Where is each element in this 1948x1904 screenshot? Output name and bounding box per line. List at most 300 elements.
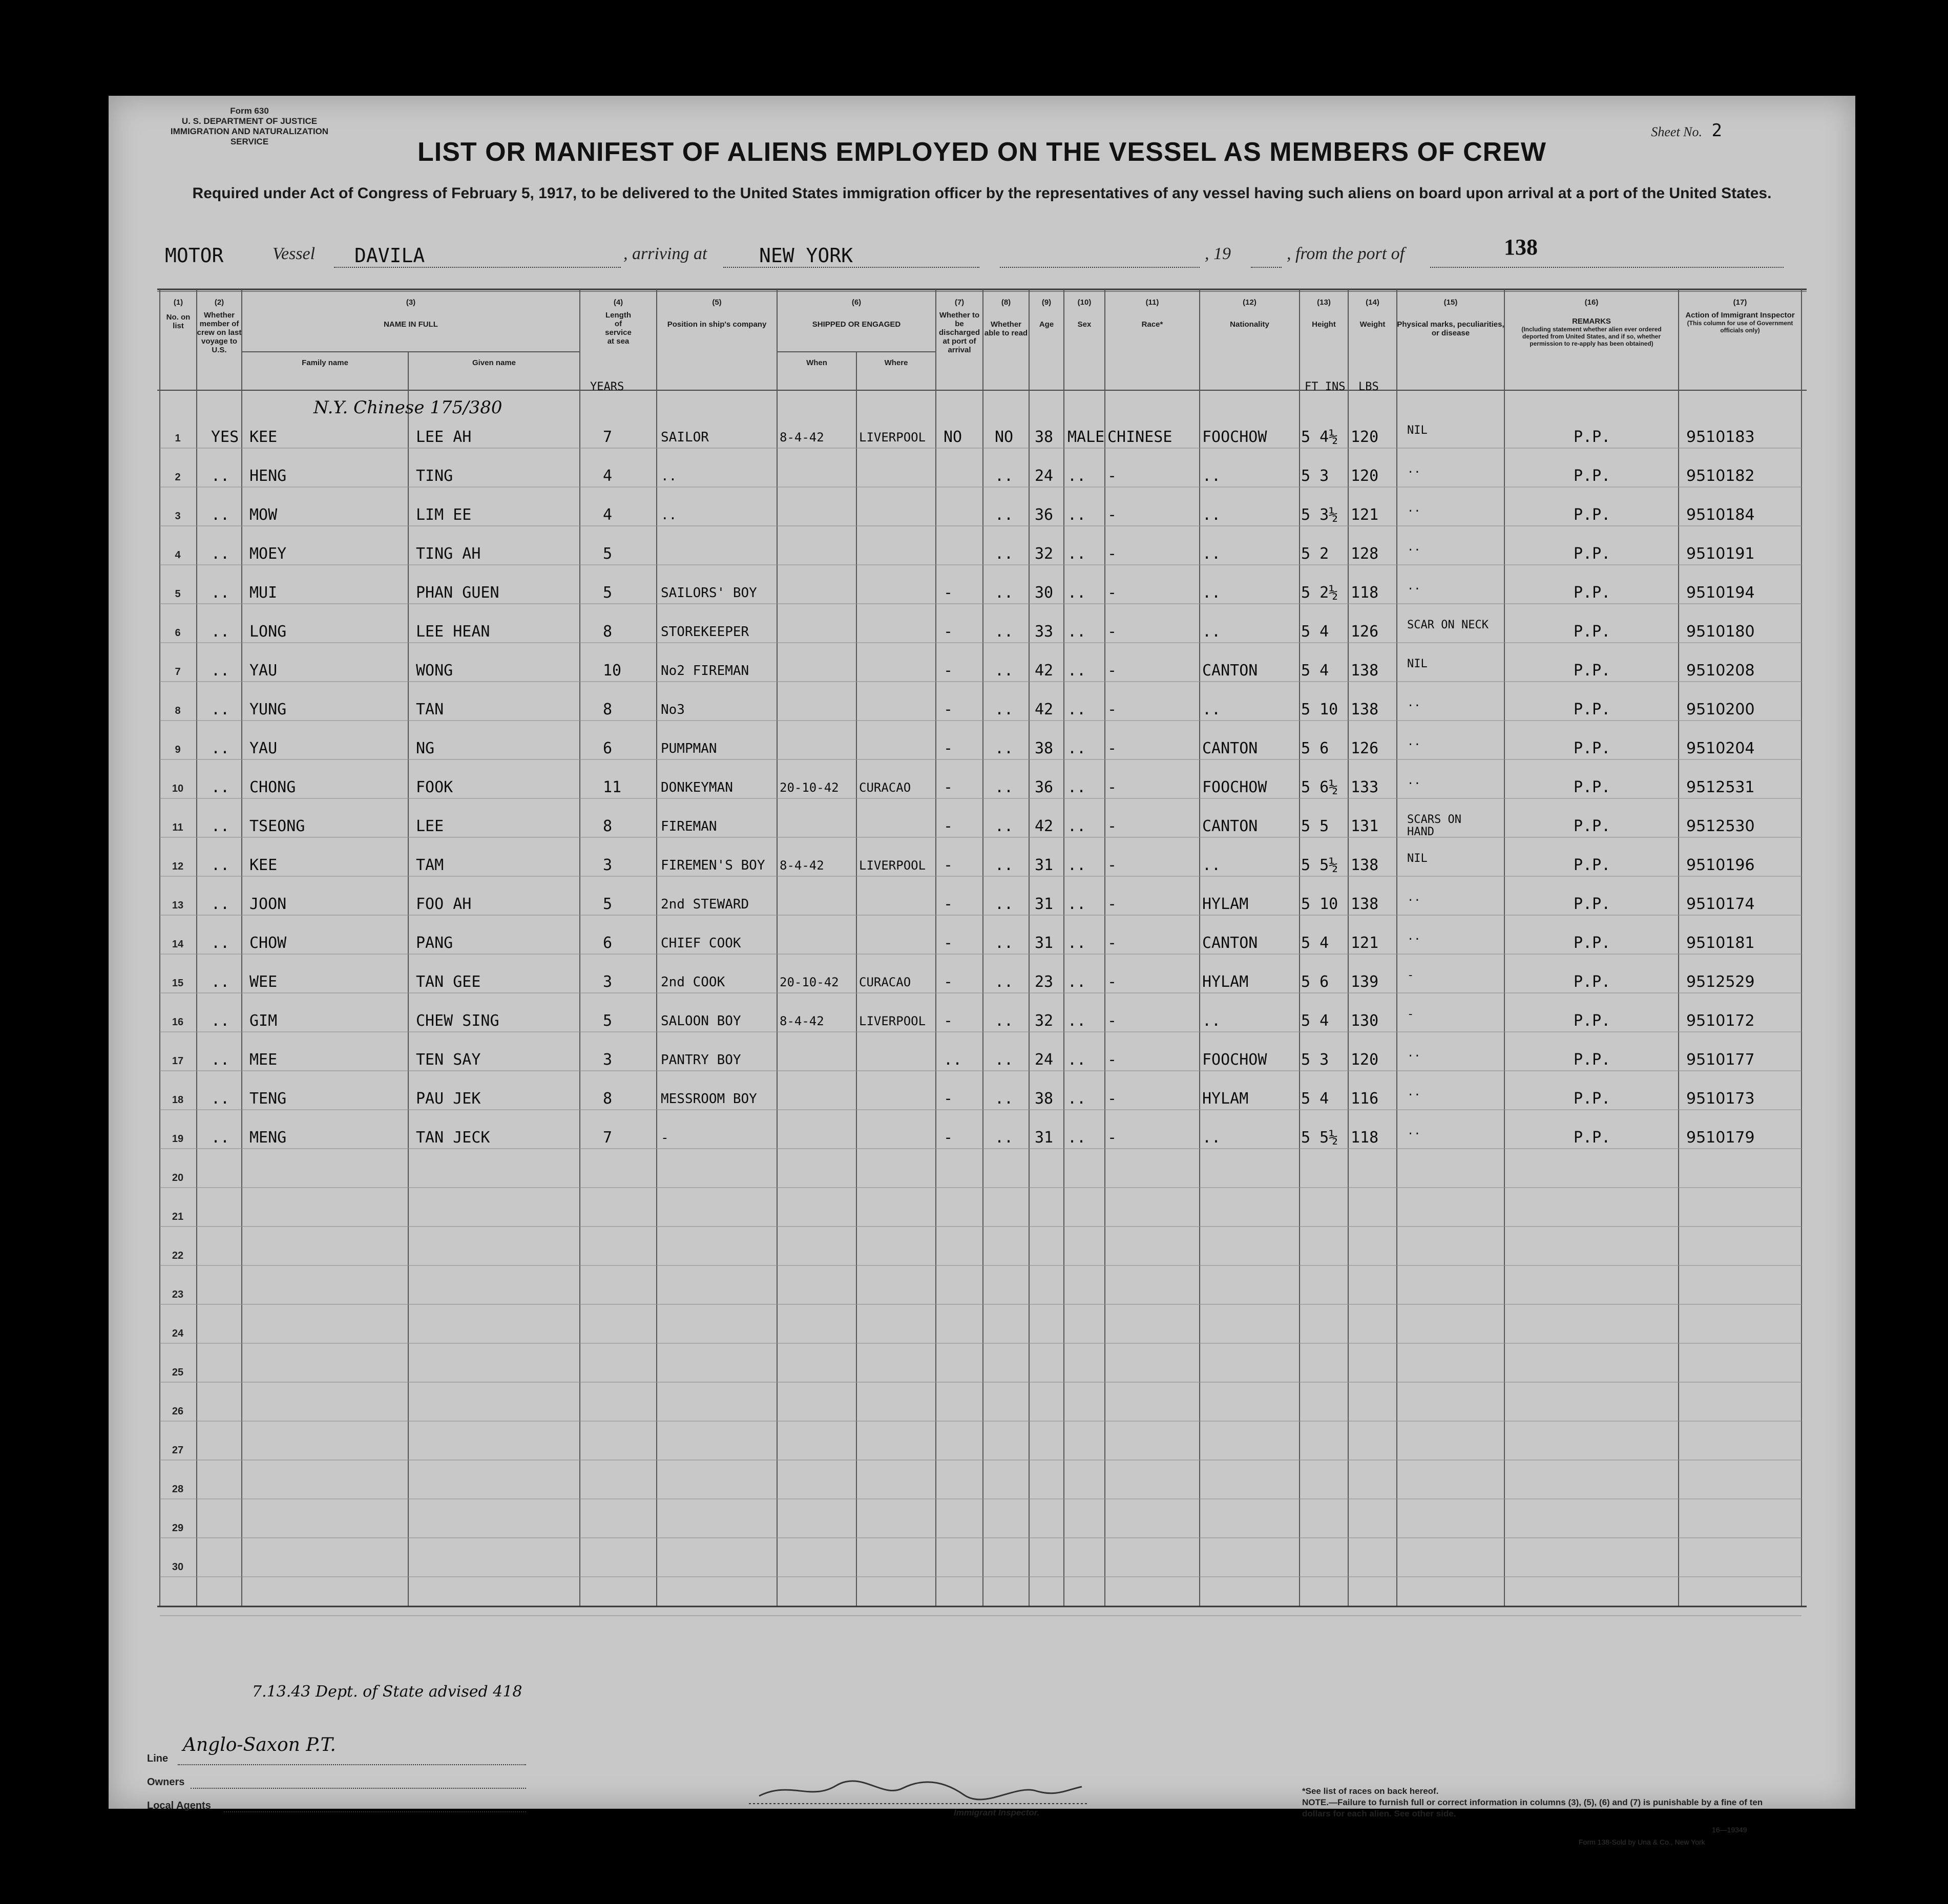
form-sold-note: Form 138-Sold by Una & Co., New York — [1579, 1838, 1705, 1846]
row-number: 13 — [172, 900, 184, 911]
row-nationality: .. — [1202, 467, 1221, 485]
col-6-header: SHIPPED OR ENGAGED — [812, 320, 901, 329]
row-position: No3 — [661, 702, 685, 717]
row-family-name: KEE — [249, 428, 278, 446]
row-age: 33 — [1035, 623, 1054, 641]
row-given-name: LEE AH — [416, 428, 472, 446]
row-years-service: 6 — [603, 934, 613, 952]
row-physical-marks: NIL — [1407, 852, 1428, 865]
row-family-name: TSEONG — [249, 817, 305, 835]
row-given-name: TEN SAY — [416, 1051, 481, 1069]
row-prev-voyage: .. — [211, 1012, 230, 1030]
row-years-service: 4 — [603, 467, 613, 485]
row-remarks: P.P. — [1574, 1051, 1611, 1069]
row-prev-voyage: .. — [211, 895, 230, 913]
col-13-number: (13) — [1317, 298, 1331, 307]
row-age: 42 — [1035, 662, 1054, 680]
row-able-to-read: .. — [995, 973, 1014, 991]
row-sex: .. — [1067, 1090, 1086, 1108]
col-6-number: (6) — [851, 298, 862, 307]
row-race: - — [1107, 584, 1117, 602]
row-family-name: GIM — [249, 1012, 278, 1030]
row-prev-voyage: .. — [211, 856, 230, 874]
col-16-number: (16) — [1584, 298, 1599, 307]
row-number: 4 — [175, 549, 181, 561]
row-age: 38 — [1035, 1090, 1054, 1108]
col-12-number: (12) — [1243, 298, 1256, 307]
row-able-to-read: .. — [995, 623, 1014, 641]
row-number: 15 — [172, 978, 184, 989]
row-physical-marks: SCARS ON HAND — [1407, 813, 1461, 838]
row-prev-voyage: .. — [211, 662, 230, 680]
col-2-header: Whether member of crew on last voyage to U.S. — [197, 311, 242, 354]
row-sex: .. — [1067, 1051, 1086, 1069]
row-given-name: PANG — [416, 934, 453, 952]
row-weight: 133 — [1351, 778, 1379, 796]
vessel-type-value: MOTOR — [165, 244, 224, 267]
footnote-penalty: NOTE.—Failure to furnish full or correct information in columns (3), (5), (6) and (7) is punishable by a fine of ten dollars for each alien. See other side. — [1302, 1797, 1763, 1818]
years-unit: YEARS — [590, 380, 624, 393]
row-remarks: P.P. — [1574, 662, 1611, 680]
row-family-name: YAU — [249, 662, 278, 680]
footnote-races: *See list of races on back hereof. — [1302, 1786, 1439, 1796]
row-nationality: .. — [1202, 1012, 1221, 1030]
row-given-name: TAM — [416, 856, 444, 874]
owners-label: Owners — [147, 1776, 185, 1788]
row-nationality: CANTON — [1202, 739, 1258, 757]
row-nationality: .. — [1202, 623, 1221, 641]
row-able-to-read: .. — [995, 701, 1014, 718]
row-nationality: FOOCHOW — [1202, 1051, 1267, 1069]
row-inspector-action: 9510200 — [1686, 701, 1755, 718]
row-able-to-read: .. — [995, 584, 1014, 602]
row-inspector-action: 9510191 — [1686, 545, 1755, 563]
row-prev-voyage: .. — [211, 701, 230, 718]
row-height: 5 3 — [1301, 467, 1329, 485]
row-number: 14 — [172, 939, 184, 950]
weight-unit: LBS — [1358, 380, 1379, 393]
row-inspector-action: 9510173 — [1686, 1090, 1755, 1108]
row-remarks: P.P. — [1574, 856, 1611, 874]
col-3-header: NAME IN FULL — [384, 320, 438, 329]
row-weight: 126 — [1351, 739, 1379, 757]
row-physical-marks: .. — [1407, 930, 1421, 943]
row-inspector-action: 9512531 — [1686, 778, 1755, 796]
row-family-name: KEE — [249, 856, 278, 874]
row-prev-voyage: .. — [211, 545, 230, 563]
row-weight: 118 — [1351, 1129, 1379, 1147]
row-race: - — [1107, 545, 1117, 563]
row-number: 20 — [172, 1172, 184, 1183]
row-race: - — [1107, 817, 1117, 835]
family-name-header: Family name — [302, 358, 348, 367]
row-number: 11 — [172, 822, 183, 833]
row-discharged: - — [944, 973, 953, 991]
col-17-number: (17) — [1733, 298, 1747, 307]
row-able-to-read: .. — [995, 856, 1014, 874]
row-nationality: .. — [1202, 545, 1221, 563]
row-number: 7 — [175, 666, 181, 678]
row-inspector-action: 9510181 — [1686, 934, 1755, 952]
row-nationality: .. — [1202, 701, 1221, 718]
row-sex: .. — [1067, 817, 1086, 835]
row-years-service: 3 — [603, 1051, 613, 1069]
handwritten-annotation-top: N.Y. Chinese 175/380 — [313, 397, 502, 418]
row-sex: .. — [1067, 895, 1086, 913]
row-weight: 121 — [1351, 506, 1379, 524]
inspector-label: Immigrant Inspector. — [954, 1808, 1040, 1817]
row-weight: 121 — [1351, 934, 1379, 952]
row-physical-marks: .. — [1407, 463, 1421, 476]
row-weight: 120 — [1351, 1051, 1379, 1069]
row-able-to-read: .. — [995, 506, 1014, 524]
row-race: - — [1107, 467, 1117, 485]
col-17-header: Action of Immigrant Inspector — [1685, 311, 1795, 320]
row-given-name: FOO AH — [416, 895, 472, 913]
row-height: 5 4 — [1301, 623, 1329, 641]
row-sex: .. — [1067, 856, 1086, 874]
row-family-name: MENG — [249, 1129, 287, 1147]
row-number: 26 — [172, 1406, 184, 1417]
row-number: 27 — [172, 1445, 184, 1456]
row-remarks: P.P. — [1574, 1129, 1611, 1147]
row-number: 30 — [172, 1561, 184, 1573]
row-prev-voyage: .. — [211, 817, 230, 835]
row-position: SALOON BOY — [661, 1013, 741, 1029]
row-age: 31 — [1035, 934, 1054, 952]
manifest-sheet — [109, 96, 1855, 1846]
row-inspector-action: 9510172 — [1686, 1012, 1755, 1030]
row-family-name: MOEY — [249, 545, 287, 563]
form-number: Form 630 — [230, 106, 269, 116]
row-family-name: CHONG — [249, 778, 296, 796]
row-sex: .. — [1067, 623, 1086, 641]
row-discharged: - — [944, 739, 953, 757]
row-inspector-action: 9510180 — [1686, 623, 1755, 641]
row-inspector-action: 9510208 — [1686, 662, 1755, 680]
col-9-number: (9) — [1041, 298, 1052, 307]
row-discharged: - — [944, 856, 953, 874]
row-nationality: FOOCHOW — [1202, 428, 1267, 446]
row-given-name: TAN GEE — [416, 973, 481, 991]
row-number: 29 — [172, 1522, 184, 1534]
height-unit: FT INS — [1305, 380, 1346, 393]
row-given-name: LEE HEAN — [416, 623, 490, 641]
row-shipped-where: CURACAO — [859, 780, 911, 795]
row-nationality: CANTON — [1202, 817, 1258, 835]
col-5-number: (5) — [712, 298, 722, 307]
row-sex: .. — [1067, 584, 1086, 602]
row-family-name: MEE — [249, 1051, 278, 1069]
row-given-name: TAN — [416, 701, 444, 718]
row-sex: .. — [1067, 1129, 1086, 1147]
row-prev-voyage: .. — [211, 467, 230, 485]
row-race: - — [1107, 856, 1117, 874]
row-nationality: CANTON — [1202, 934, 1258, 952]
row-discharged: NO — [944, 428, 962, 446]
row-discharged: - — [944, 934, 953, 952]
row-number: 8 — [175, 705, 181, 716]
row-able-to-read: .. — [995, 817, 1014, 835]
row-inspector-action: 9512529 — [1686, 973, 1755, 991]
when-header: When — [806, 358, 827, 367]
row-height: 5 4 — [1301, 662, 1329, 680]
sheet-value: 2 — [1711, 120, 1722, 141]
row-weight: 131 — [1351, 817, 1379, 835]
row-years-service: 5 — [603, 1012, 613, 1030]
row-number: 9 — [175, 744, 181, 755]
col-14-header: Weight — [1359, 320, 1386, 329]
row-remarks: P.P. — [1574, 778, 1611, 796]
row-able-to-read: .. — [995, 467, 1014, 485]
row-weight: 130 — [1351, 1012, 1379, 1030]
row-race: - — [1107, 739, 1117, 757]
row-number: 12 — [172, 861, 184, 872]
row-height: 5 6 — [1301, 973, 1329, 991]
row-years-service: 6 — [603, 739, 613, 757]
row-shipped-where: CURACAO — [859, 975, 911, 989]
row-shipped-when: 20-10-42 — [780, 780, 839, 795]
row-years-service: 3 — [603, 973, 613, 991]
row-position: DONKEYMAN — [661, 780, 733, 795]
row-number: 24 — [172, 1328, 184, 1339]
row-height: 5 5½ — [1301, 1129, 1338, 1147]
row-age: 31 — [1035, 1129, 1054, 1147]
row-number: 3 — [175, 511, 181, 522]
row-remarks: P.P. — [1574, 895, 1611, 913]
row-sex: .. — [1067, 934, 1086, 952]
row-remarks: P.P. — [1574, 545, 1611, 563]
row-nationality: .. — [1202, 856, 1221, 874]
row-weight: 120 — [1351, 428, 1379, 446]
row-physical-marks: .. — [1407, 774, 1421, 787]
row-height: 5 6 — [1301, 739, 1329, 757]
row-race: - — [1107, 1051, 1117, 1069]
row-nationality: CANTON — [1202, 662, 1258, 680]
row-age: 30 — [1035, 584, 1054, 602]
col-8-header: Whether able to read — [984, 320, 1028, 337]
sheet-label: Sheet No. — [1651, 124, 1703, 139]
row-able-to-read: .. — [995, 1051, 1014, 1069]
row-number: 28 — [172, 1484, 184, 1495]
col-16-subheader: (Including statement whether alien ever ordered deported from United States, and if so, whether permission to re-apply has been obtained) — [1521, 326, 1662, 347]
row-prev-voyage: .. — [211, 1090, 230, 1108]
row-remarks: P.P. — [1574, 506, 1611, 524]
row-discharged: - — [944, 584, 953, 602]
row-remarks: P.P. — [1574, 701, 1611, 718]
row-weight: 139 — [1351, 973, 1379, 991]
row-sex: .. — [1067, 545, 1086, 563]
row-position: .. — [661, 507, 677, 523]
row-prev-voyage: .. — [211, 1129, 230, 1147]
row-number: 16 — [172, 1017, 184, 1028]
row-age: 38 — [1035, 739, 1054, 757]
row-discharged: - — [944, 817, 953, 835]
year-label: , 19 — [1205, 244, 1231, 263]
row-race: - — [1107, 1012, 1117, 1030]
row-position: PUMPMAN — [661, 741, 717, 756]
row-discharged: - — [944, 778, 953, 796]
row-race: - — [1107, 701, 1117, 718]
row-age: 32 — [1035, 545, 1054, 563]
vessel-label: Vessel — [273, 244, 316, 263]
row-age: 38 — [1035, 428, 1054, 446]
row-able-to-read: .. — [995, 895, 1014, 913]
row-inspector-action: 9510194 — [1686, 584, 1755, 602]
row-number: 6 — [175, 627, 181, 639]
inspector-signature — [749, 1775, 1087, 1806]
row-race: - — [1107, 973, 1117, 991]
row-years-service: 8 — [603, 817, 613, 835]
row-physical-marks: NIL — [1407, 658, 1428, 670]
row-shipped-when: 8-4-42 — [780, 430, 824, 445]
row-discharged: - — [944, 662, 953, 680]
row-race: CHINESE — [1107, 428, 1172, 446]
page-subtitle: Required under Act of Congress of February 5, 1917, to be delivered to the United States immigration officer by the representatives of any vessel having such aliens on board upon arrival at a port of the United States. — [192, 185, 1772, 202]
row-number: 21 — [172, 1211, 184, 1222]
row-family-name: MOW — [249, 506, 278, 524]
row-weight: 126 — [1351, 623, 1379, 641]
row-age: 24 — [1035, 467, 1054, 485]
row-inspector-action: 9510184 — [1686, 506, 1755, 524]
row-discharged: - — [944, 1090, 953, 1108]
row-years-service: 10 — [603, 662, 622, 680]
row-prev-voyage: .. — [211, 623, 230, 641]
row-sex: .. — [1067, 701, 1086, 718]
row-nationality: .. — [1202, 506, 1221, 524]
col-1-header: No. on list — [166, 313, 191, 330]
service-name: IMMIGRATION AND NATURALIZATION SERVICE — [170, 126, 329, 146]
row-physical-marks: NIL — [1407, 424, 1428, 437]
row-position: STOREKEEPER — [661, 624, 749, 640]
row-age: 24 — [1035, 1051, 1054, 1069]
row-shipped-when: 20-10-42 — [780, 975, 839, 989]
row-physical-marks: .. — [1407, 541, 1421, 554]
row-sex: .. — [1067, 1012, 1086, 1030]
row-given-name: WONG — [416, 662, 453, 680]
row-height: 5 10 — [1301, 701, 1338, 718]
col-7-header: Whether to be discharged at port of arrival — [938, 311, 980, 354]
row-family-name: LONG — [249, 623, 287, 641]
department-name: U. S. DEPARTMENT OF JUSTICE — [181, 116, 318, 126]
row-remarks: P.P. — [1574, 467, 1611, 485]
from-port-label: , from the port of — [1287, 244, 1405, 263]
row-position: PANTRY BOY — [661, 1052, 741, 1068]
row-position: 2nd STEWARD — [661, 897, 749, 912]
row-discharged: .. — [944, 1051, 962, 1069]
row-inspector-action: 9510182 — [1686, 467, 1755, 485]
row-remarks: P.P. — [1574, 428, 1611, 446]
row-height: 5 4 — [1301, 1090, 1329, 1108]
row-sex: .. — [1067, 467, 1086, 485]
row-physical-marks: .. — [1407, 1125, 1421, 1137]
row-inspector-action: 9510174 — [1686, 895, 1755, 913]
row-given-name: NG — [416, 739, 435, 757]
col-3-number: (3) — [406, 298, 416, 307]
row-weight: 138 — [1351, 701, 1379, 718]
page-number: 138 — [1504, 235, 1538, 260]
row-race: - — [1107, 662, 1117, 680]
row-age: 36 — [1035, 778, 1054, 796]
row-position: FIREMAN — [661, 819, 717, 834]
row-nationality: .. — [1202, 584, 1221, 602]
row-prev-voyage: .. — [211, 1051, 230, 1069]
row-physical-marks: - — [1407, 969, 1414, 982]
row-prev-voyage: .. — [211, 506, 230, 524]
row-height: 5 6½ — [1301, 778, 1338, 796]
row-family-name: WEE — [249, 973, 278, 991]
col-11-number: (11) — [1145, 298, 1159, 307]
row-given-name: PHAN GUEN — [416, 584, 499, 602]
row-given-name: PAU JEK — [416, 1090, 481, 1108]
row-race: - — [1107, 934, 1117, 952]
row-family-name: HENG — [249, 467, 287, 485]
col-17-subheader: (This column for use of Government officials only) — [1687, 320, 1793, 334]
row-able-to-read: .. — [995, 662, 1014, 680]
row-height: 5 2½ — [1301, 584, 1338, 602]
row-physical-marks: .. — [1407, 735, 1421, 748]
row-physical-marks: .. — [1407, 891, 1421, 904]
row-position: MESSROOM BOY — [661, 1091, 757, 1107]
row-physical-marks: - — [1407, 1008, 1414, 1021]
row-given-name: CHEW SING — [416, 1012, 499, 1030]
handwritten-annotation-bottom: 7.13.43 Dept. of State advised 418 — [252, 1683, 522, 1701]
row-inspector-action: 9510177 — [1686, 1051, 1755, 1069]
col-8-number: (8) — [1001, 298, 1011, 307]
row-inspector-action: 9510183 — [1686, 428, 1755, 446]
row-prev-voyage: YES — [211, 428, 239, 446]
row-number: 18 — [172, 1094, 184, 1106]
row-years-service: 5 — [603, 545, 613, 563]
row-given-name: TING AH — [416, 545, 481, 563]
row-inspector-action: 9510179 — [1686, 1129, 1755, 1147]
row-weight: 116 — [1351, 1090, 1379, 1108]
col-11-header: Race* — [1141, 320, 1163, 329]
line-value: Anglo-Saxon P.T. — [183, 1734, 336, 1755]
col-15-number: (15) — [1443, 298, 1458, 307]
row-remarks: P.P. — [1574, 584, 1611, 602]
row-number: 22 — [172, 1250, 184, 1261]
row-physical-marks: .. — [1407, 580, 1421, 593]
row-years-service: 4 — [603, 506, 613, 524]
row-height: 5 2 — [1301, 545, 1329, 563]
col-4-header: Length of service at sea — [605, 311, 632, 346]
row-physical-marks: .. — [1407, 502, 1421, 515]
row-race: - — [1107, 895, 1117, 913]
row-inspector-action: 9510196 — [1686, 856, 1755, 874]
row-number: 19 — [172, 1133, 184, 1145]
row-weight: 138 — [1351, 662, 1379, 680]
row-height: 5 3½ — [1301, 506, 1338, 524]
signature-scribble — [749, 1775, 1087, 1806]
row-years-service: 5 — [603, 895, 613, 913]
col-12-header: Nationality — [1230, 320, 1269, 329]
row-able-to-read: .. — [995, 1090, 1014, 1108]
row-family-name: CHOW — [249, 934, 287, 952]
row-years-service: 8 — [603, 701, 613, 718]
row-able-to-read: .. — [995, 778, 1014, 796]
row-nationality: HYLAM — [1202, 1090, 1249, 1108]
row-family-name: YAU — [249, 739, 278, 757]
row-remarks: P.P. — [1574, 817, 1611, 835]
row-family-name: TENG — [249, 1090, 287, 1108]
vessel-name-value: DAVILA — [354, 244, 425, 267]
row-given-name: FOOK — [416, 778, 453, 796]
row-position: SAILORS' BOY — [661, 585, 757, 601]
row-given-name: TAN JECK — [416, 1129, 490, 1147]
row-race: - — [1107, 778, 1117, 796]
row-years-service: 8 — [603, 623, 613, 641]
